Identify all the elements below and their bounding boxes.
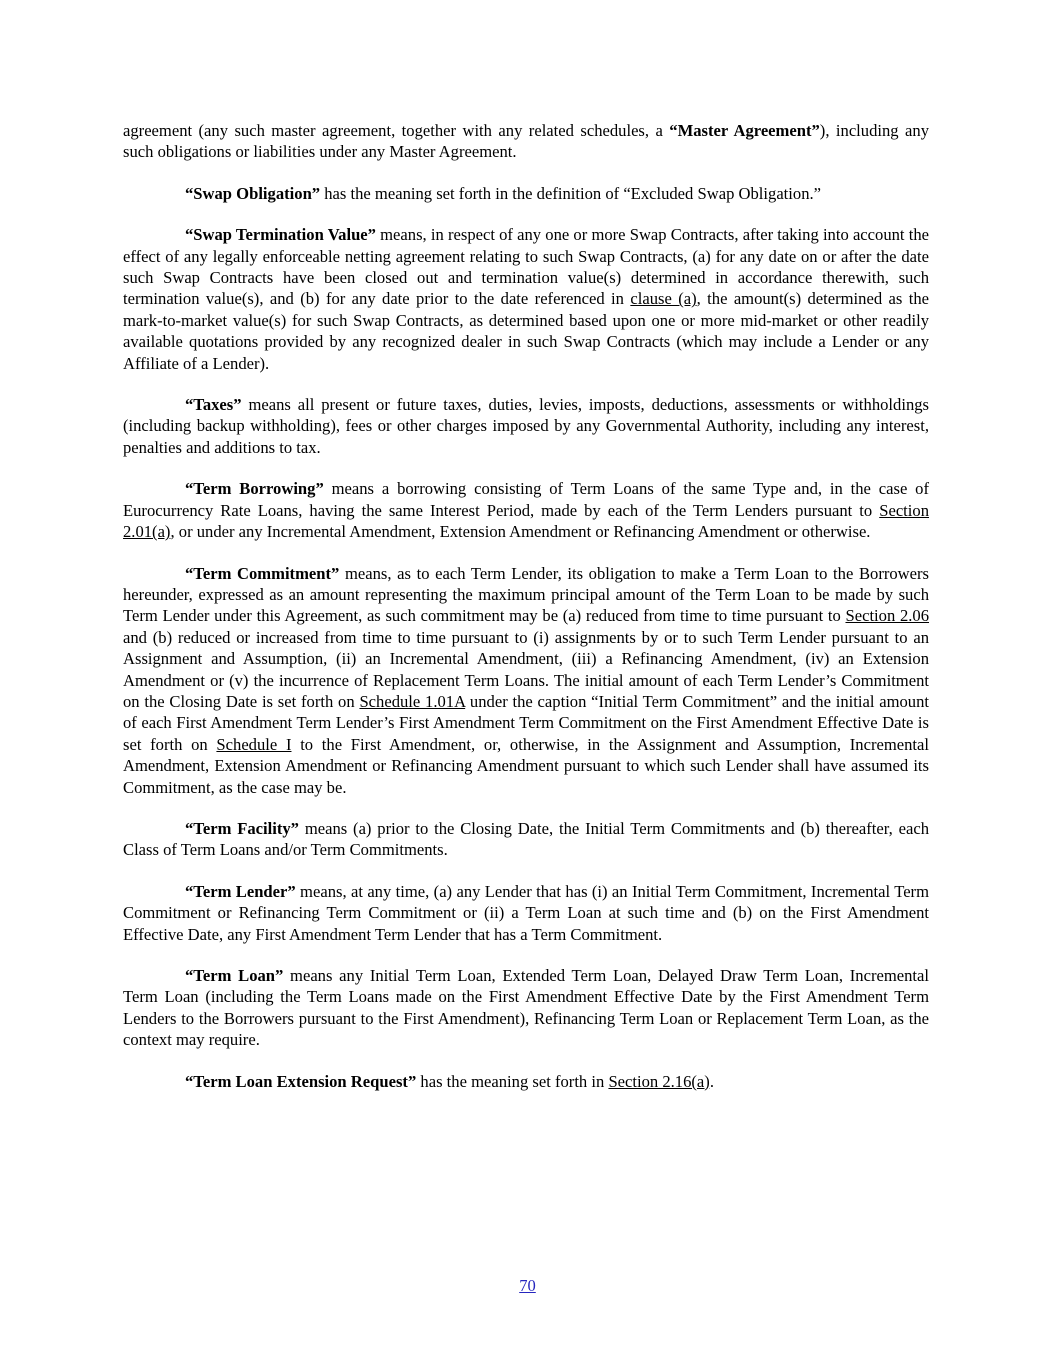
section-reference: Section 2.01(a)	[123, 500, 929, 542]
paragraph	[123, 1071, 929, 1092]
text-run: has the meaning set forth in	[416, 1071, 609, 1091]
defined-term: “Master Agreement”	[669, 121, 820, 140]
document-body	[123, 120, 929, 1112]
text-run: under the caption “Initial Term Commitment” and the initial amount of each First Amendment Term Lender’s First Amendment Term Commitment on the First Amendment Effective Date is set forth on	[123, 691, 929, 754]
text-run: means all present or future taxes, duties, levies, imposts, deductions, assessments or withholdings (including backup withholding), fees or other charges imposed by any Governmental Authority, including any interest, penalties and additions to tax.	[123, 395, 929, 457]
defined-term: “Term Lender”	[185, 881, 296, 901]
paragraph	[123, 881, 929, 945]
paragraph	[123, 183, 929, 204]
text-run: means, at any time, (a) any Lender that has (i) an Initial Term Commitment, Incremental Term Commitment or Refinancing Term Commitment or (ii) a Term Loan at such time and (b) on the First Amendment Effective Date, any First Amendment Term Lender that has a Term Commitment.	[123, 881, 929, 944]
page-footer	[0, 1276, 1055, 1296]
text-run: means a borrowing consisting of Term Loans of the same Type and, in the case of Eurocurrency Rate Loans, having the same Interest Period, made by each of the Term Lenders pursuant to	[123, 479, 929, 520]
text-run: has the meaning set forth in the definition of “Excluded Swap Obligation.”	[320, 183, 822, 203]
defined-term: “Term Loan”	[185, 966, 284, 985]
text-run: , the amount(s) determined as the mark-to-market value(s) for such Swap Contracts, as determined based upon one or more mid-market or other readily available quotations provided by any recognized dealer in such Swap Contracts (which may include a Lender or any Affiliate of a Lender).	[123, 289, 929, 373]
text-run: ), including any such obligations or liabilities under any Master Agreement.	[123, 121, 929, 162]
defined-term: “Swap Obligation”	[185, 183, 321, 203]
paragraph	[123, 120, 929, 163]
defined-term: “Term Loan Extension Request”	[185, 1071, 417, 1091]
paragraph	[123, 818, 929, 861]
paragraph	[123, 224, 929, 374]
paragraph	[123, 394, 929, 458]
section-reference: Section 2.06	[845, 606, 929, 626]
defined-term: “Taxes”	[185, 395, 242, 415]
text-run: and (b) reduced or increased from time to time pursuant to (i) assignments by or to such Term Lender pursuant to an Assignment and Assumption, (ii) an Incremental Amendment, (iii) a Refinancing Amendment, (iv) an Extension Amendment or (v) the incurrence of Replacement Term Loans. The initial amount of each Term Lender’s Commitment on the Closing Date is set forth on	[123, 627, 929, 711]
text-run: .	[709, 1071, 714, 1091]
text-run: means, as to each Term Lender, its obligation to make a Term Loan to the Borrowers hereunder, expressed as an amount representing the maximum principal amount of the Term Loan to be made by such Term Lender under this Agreement, as such commitment may be (a) reduced from time to time pursuant to	[123, 563, 930, 626]
text-run: agreement (any such master agreement, together with any related schedules, a	[123, 121, 670, 140]
section-reference: clause (a)	[630, 289, 697, 309]
section-reference: Schedule 1.01A	[359, 691, 466, 711]
page-number-link[interactable]: 70	[519, 1276, 536, 1295]
defined-term: “Term Facility”	[185, 818, 299, 838]
defined-term: “Term Borrowing”	[185, 479, 324, 499]
section-reference: Section 2.16(a)	[608, 1071, 710, 1091]
defined-term: “Term Commitment”	[185, 563, 340, 583]
defined-term: “Swap Termination Value”	[185, 225, 376, 245]
paragraph	[123, 478, 929, 542]
text-run: to the First Amendment, or, otherwise, in the Assignment and Assumption, Incremental Amendment, Extension Amendment or Refinancing Amendment pursuant to which such Lender shall have assumed its Commitment, as the case may be.	[123, 734, 930, 797]
paragraph	[123, 965, 929, 1051]
text-run: means, in respect of any one or more Swap Contracts, after taking into account the effect of any legally enforceable netting agreement relating to such Swap Contracts, (a) for any date on or after the date such Swap Contracts have been closed out and termination value(s) determined in accordance therewith, such termination value(s), and (b) for any date prior to the date referenced in	[123, 225, 929, 309]
text-run: means any Initial Term Loan, Extended Term Loan, Delayed Draw Term Loan, Incremental Term Loan (including the Term Loans made on the First Amendment Effective Date by the First Amendment Term Lenders to the Borrowers pursuant to the First Amendment), Refinancing Term Loan or Replacement Term Loan, as the context may require.	[123, 966, 929, 1050]
text-run: means (a) prior to the Closing Date, the Initial Term Commitments and (b) thereafter, each Class of Term Loans and/or Term Commitments.	[123, 818, 929, 860]
section-reference: Schedule I	[216, 734, 292, 754]
text-run: , or under any Incremental Amendment, Extension Amendment or Refinancing Amendment or otherwise.	[170, 522, 871, 542]
paragraph	[123, 563, 929, 798]
